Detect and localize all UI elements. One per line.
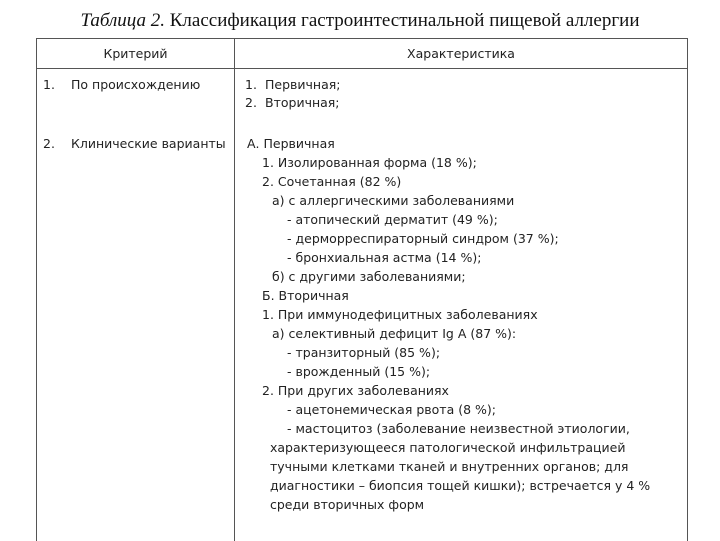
row-2-line: - мастоцитоз (заболевание неизвестной этиологии, bbox=[287, 421, 630, 436]
row-2-line: - атопический дерматит (49 %); bbox=[287, 212, 498, 227]
caption-label: Таблица 2. bbox=[80, 10, 165, 31]
row-2-line: 2. Сочетанная (82 %) bbox=[262, 174, 402, 189]
row-2-line: диагностики – биопсия тощей кишки); встречается у 4 % bbox=[270, 478, 651, 493]
header-criterion: Критерий bbox=[103, 46, 168, 61]
row-1-number: 1. bbox=[43, 77, 55, 92]
header-characteristic: Характеристика bbox=[407, 46, 515, 61]
row-1-criterion: По происхождению bbox=[71, 77, 201, 92]
row-2-number: 2. bbox=[43, 136, 55, 151]
row-2-criterion: Клинические варианты bbox=[71, 136, 226, 151]
row-2-line: среди вторичных форм bbox=[270, 497, 425, 512]
row-1-item-1: 1. Первичная; bbox=[245, 77, 341, 92]
row-2-line: б) с другими заболеваниями; bbox=[272, 269, 466, 284]
table-caption bbox=[0, 10, 720, 32]
row-2-line: а) с аллергическими заболеваниями bbox=[272, 193, 515, 208]
classification-table bbox=[36, 38, 688, 541]
row-2-line: - дерморреспираторный синдром (37 %); bbox=[287, 231, 559, 246]
row-2-line: А. Первичная bbox=[247, 136, 335, 151]
row-2-line: 2. При других заболеваниях bbox=[262, 383, 449, 398]
row-2-line: - ацетонемическая рвота (8 %); bbox=[287, 402, 496, 417]
row-2-line: - бронхиальная астма (14 %); bbox=[287, 250, 482, 265]
row-2-line: 1. При иммунодефицитных заболеваниях bbox=[262, 307, 538, 322]
column-divider bbox=[234, 39, 235, 541]
row-2-line: тучными клетками тканей и внутренних органов; для bbox=[270, 459, 629, 474]
row-2-line: Б. Вторичная bbox=[262, 288, 349, 303]
row-2-line: характеризующееся патологической инфильтрацией bbox=[270, 440, 626, 455]
row-2-line: - транзиторный (85 %); bbox=[287, 345, 441, 360]
row-2-line: а) селективный дефицит Ig A (87 %): bbox=[272, 326, 517, 341]
row-2-line: - врожденный (15 %); bbox=[287, 364, 431, 379]
row-2-line: 1. Изолированная форма (18 %); bbox=[262, 155, 477, 170]
caption-text: Классификация гастроинтестинальной пищевой аллергии bbox=[169, 10, 640, 31]
header-divider bbox=[37, 68, 687, 69]
row-1-item-2: 2. Вторичная; bbox=[245, 95, 340, 110]
